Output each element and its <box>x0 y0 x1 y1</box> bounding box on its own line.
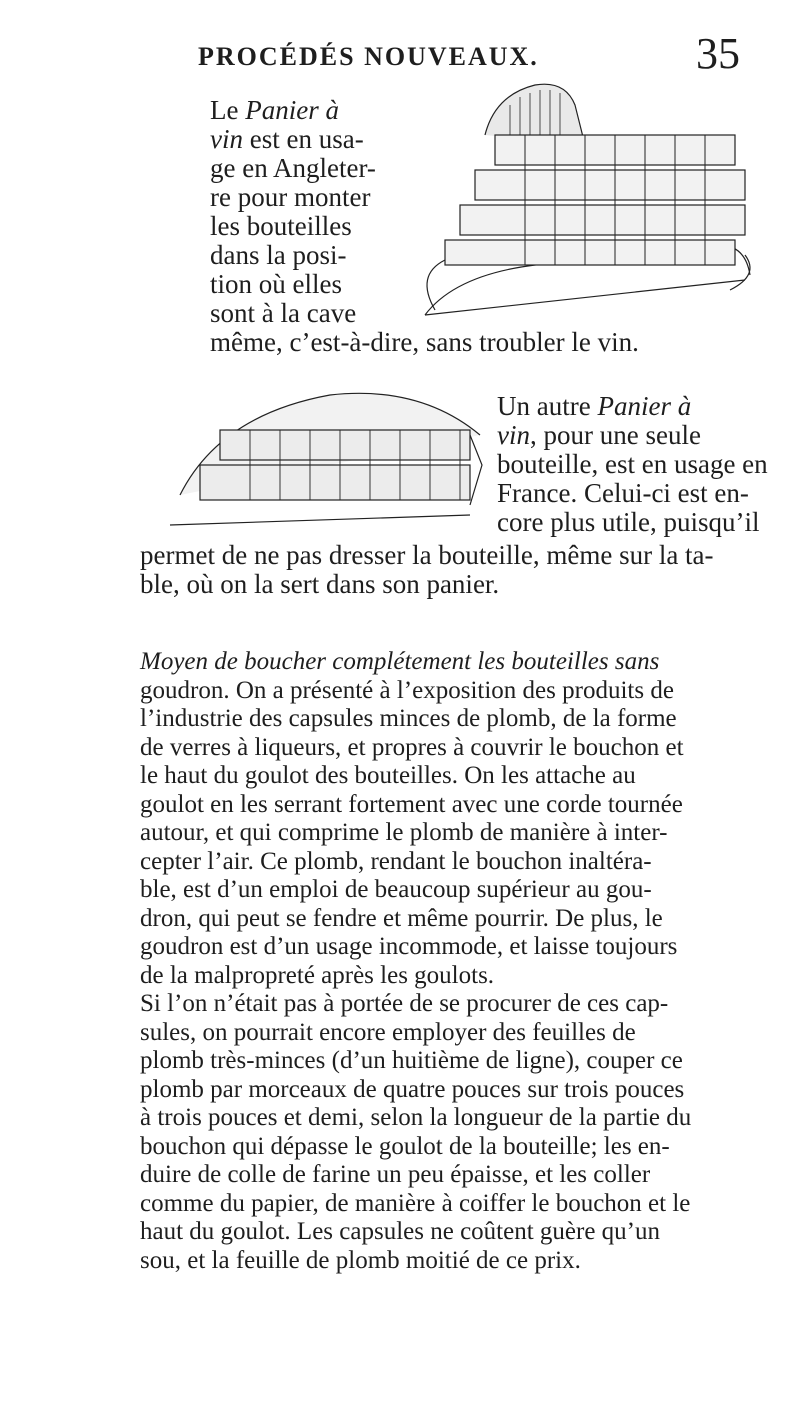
term-panier-a: Panier à <box>597 391 692 421</box>
para3-line: comme du papier, de manière à coiffer le bouchon et le <box>140 1189 691 1217</box>
page-number: 35 <box>696 29 740 78</box>
para1-line5: les bouteilles <box>210 211 352 241</box>
section-heading: Moyen de boucher complétement les bouteilles sans <box>140 648 660 675</box>
term-panier-a-vin: Panier à <box>245 95 339 125</box>
para3-line: autour, et qui comprime le plomb de manière à inter- <box>140 819 668 846</box>
para1-line9: même, c’est-à-dire, sans troubler le vin. <box>210 327 639 357</box>
para3-line: ble, est d’un emploi de beaucoup supérieur au gou- <box>140 876 652 903</box>
paragraph-panier-france <box>497 392 772 537</box>
single-bottle-basket-illustration <box>160 375 490 535</box>
para3-line: sou, et la feuille de plomb moitié de ce prix. <box>140 1246 581 1274</box>
para3-line: à trois pouces et demi, selon la longueur de la partie du <box>140 1104 692 1131</box>
para3-line: bouchon qui dépasse le goulot de la bouteille; les en- <box>140 1132 670 1160</box>
para3-line: sules, on pourrait encore employer des feuilles de <box>140 1018 636 1046</box>
para3-line: goulot en les serrant fortement avec une corde tournée <box>140 790 683 818</box>
term-vin: vin <box>210 124 243 154</box>
para1-line6: dans la posi- <box>210 240 347 270</box>
para1-line3: ge en Angleter- <box>210 153 376 183</box>
para1-line8: sont à la cave <box>210 298 357 328</box>
para3-line: de la malpropreté après les goulots. <box>140 961 495 989</box>
para3-line: plomb très-minces (d’un huitième de ligne), couper ce <box>140 1047 683 1074</box>
para3-line: goudron. On a présenté à l’exposition des produits de <box>140 676 674 704</box>
paragraph-boucher-bouteilles <box>140 648 772 1275</box>
para3-line: de verres à liqueurs, et propres à couvrir le bouchon et <box>140 733 684 761</box>
para3-line: haut du goulot. Les capsules ne coûtent guère qu’un <box>140 1218 660 1245</box>
para3-line: plomb par morceaux de quatre pouces sur trois pouces <box>140 1075 685 1103</box>
para2-line5: core plus utile, puisqu’il <box>497 507 760 537</box>
para1-line4: re pour monter <box>210 182 371 212</box>
wine-basket-illustration <box>415 75 755 325</box>
para1-line1a: Le <box>210 95 246 125</box>
para2-line7: ble, où on la sert dans son panier. <box>140 569 500 599</box>
para2-line2b: , pour une seule <box>530 420 701 450</box>
para2-line6: permet de ne pas dresser la bouteille, même sur la ta- <box>140 540 714 570</box>
para2-line4: France. Celui-ci est en- <box>497 478 749 508</box>
para2-line1a: Un autre <box>497 391 598 421</box>
para3-line: duire de colle de farine un peu épaisse, et les coller <box>140 1161 651 1188</box>
para1-line7: tion où elles <box>210 269 342 299</box>
para3-line: cepter l’air. Ce plomb, rendant le bouchon inaltéra- <box>140 847 652 875</box>
para3-line: Si l’on n’était pas à portée de se procurer de ces cap- <box>140 990 669 1017</box>
para2-line3: bouteille, est en usage en <box>497 449 768 479</box>
para3-line: le haut du goulot des bouteilles. On les attache au <box>140 762 636 789</box>
para3-line: goudron est d’un usage incommode, et laisse toujours <box>140 933 678 960</box>
para1-line2b: est en usa- <box>243 124 364 154</box>
para3-line: l’industrie des capsules minces de plomb, de la forme <box>140 705 677 732</box>
term-vin-2: vin <box>497 420 530 450</box>
running-title: PROCÉDÉS NOUVEAUX. <box>198 42 539 71</box>
para3-line: dron, qui peut se fendre et même pourrir. De plus, le <box>140 904 663 932</box>
